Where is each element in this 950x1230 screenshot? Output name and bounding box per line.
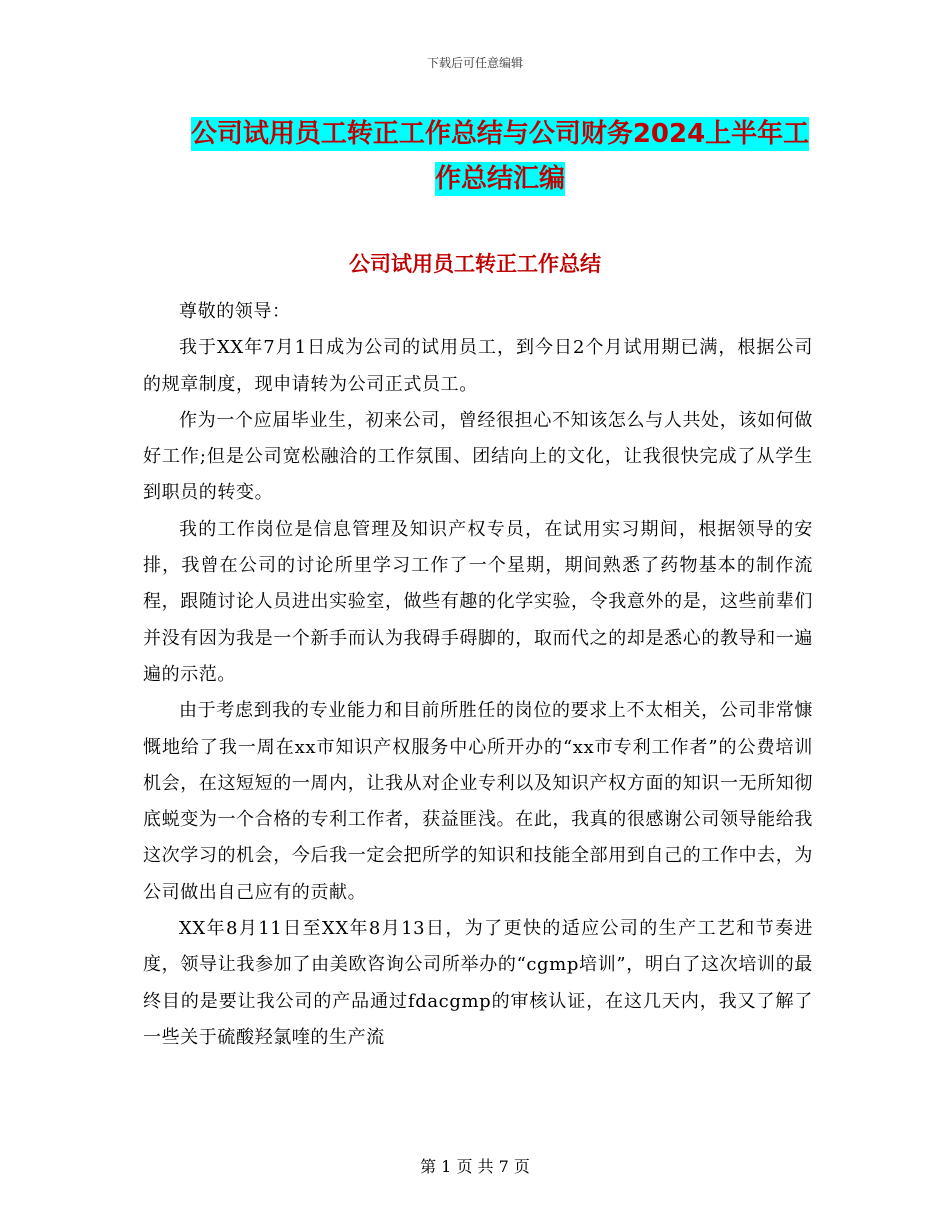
salutation: 尊敬的领导：: [179, 301, 291, 322]
paragraph: 作为一个应届毕业生，初来公司，曾经很担心不知该怎么与人共处，该如何做好工作;但是公司宽松融洽的工作氛围、团结向上的文化，让我很快完成了从学生到职员的转变。: [143, 409, 813, 504]
section-title: 公司试用员工转正工作总结: [349, 252, 601, 276]
document-title-line-1: 公司试用员工转正工作总结与公司财务2024上半年工: [190, 119, 810, 149]
paragraph: 由于考虑到我的专业能力和目前所胜任的岗位的要求上不太相关，公司非常慷慨地给了我一周在xx市知识产权服务中心所开办的“xx市专利工作者”的公费培训机会，在这短短的一周内，让我从对企业专利以及知识产权方面的知识一无所知彻底蜕变为一个合格的专利工作者，获益匪浅。在此，我真的很感谢公司领导能给我这次学习的机会，今后我一定会把所学的知识和技能全部用到自己的工作中去，为公司做出自己应有的贡献。: [143, 700, 813, 903]
document-title-line-2: 作总结汇编: [434, 164, 565, 194]
page-footer: 第 1 页 共 7 页: [420, 1157, 530, 1176]
paragraph: XX年8月11日至XX年8月13日，为了更快的适应公司的生产工艺和节奏进度，领导让我参加了由美欧咨询公司所举办的“cgmp培训”，明白了这次培训的最终目的是要让我公司的产品通过fdacgmp的审核认证，在这几天内，我又了解了一些关于硫酸羟氯喹的生产流: [143, 918, 813, 1048]
document-title: [160, 112, 840, 202]
paragraph: 我于XX年7月1日成为公司的试用员工，到今日2个月试用期已满，根据公司的规章制度，现申请转为公司正式员工。: [143, 337, 813, 395]
body-text: [143, 294, 813, 1056]
paragraph: 我的工作岗位是信息管理及知识产权专员，在试用实习期间，根据领导的安排，我曾在公司的讨论所里学习工作了一个星期，期间熟悉了药物基本的制作流程，跟随讨论人员进出实验室，做些有趣的化学实验，令我意外的是，这些前辈们并没有因为我是一个新手而认为我碍手碍脚的，取而代之的却是悉心的教导和一遍遍的示范。: [143, 518, 813, 685]
header-note: 下载后可任意编辑: [426, 56, 523, 70]
